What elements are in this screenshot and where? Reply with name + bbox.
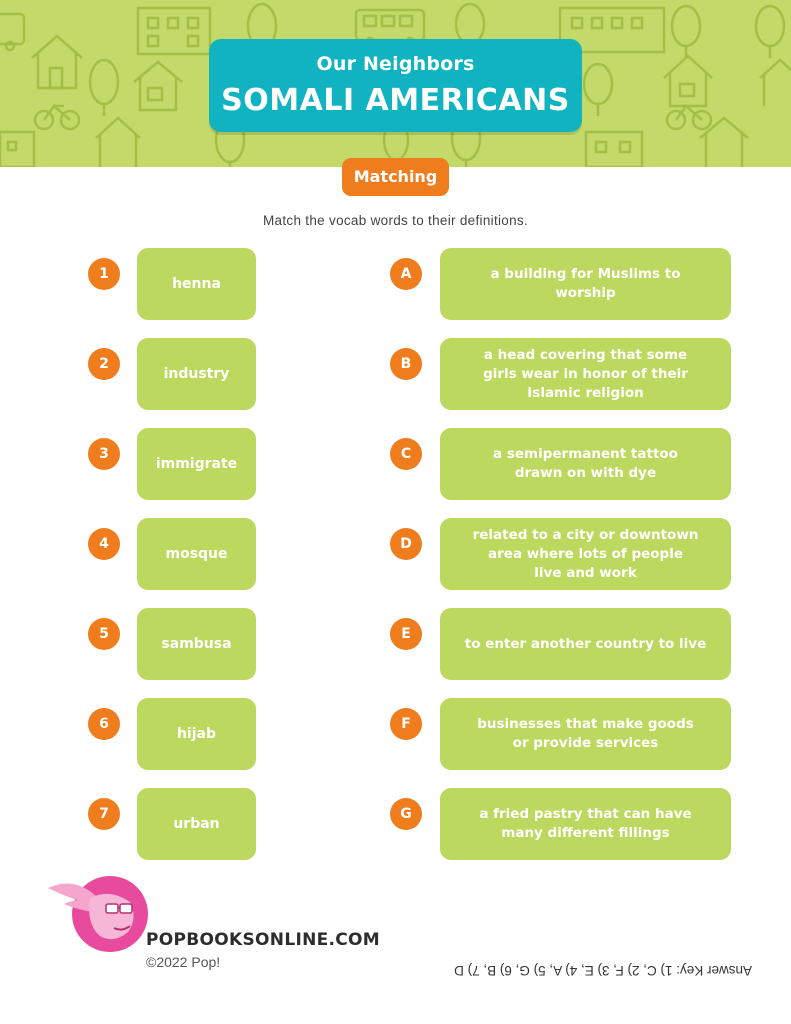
letter-badge: E <box>390 618 422 650</box>
answer-key: Answer Key: 1) C, 2) F, 3) E, 4) A, 5) G, 6) B, 7) D <box>454 963 752 978</box>
tree-icon <box>672 6 700 58</box>
definition-card: a building for Muslims to worship <box>440 248 731 320</box>
bus-icon <box>0 14 24 50</box>
letter-badge: B <box>390 348 422 380</box>
letter-badge: F <box>390 708 422 740</box>
word-card: industry <box>137 338 256 410</box>
bicycle-icon <box>35 106 79 129</box>
tree-icon <box>584 64 612 116</box>
house-icon <box>700 118 748 167</box>
house-icon <box>664 56 712 106</box>
word-card: mosque <box>137 518 256 590</box>
bicycle-icon <box>667 106 711 129</box>
word-card: urban <box>137 788 256 860</box>
word-card: henna <box>137 248 256 320</box>
letter-badge: C <box>390 438 422 470</box>
instructions: Match the vocab words to their definitions. <box>262 213 529 228</box>
page-title: SOMALI AMERICANS <box>221 83 570 118</box>
series-subtitle: Our Neighbors <box>316 53 475 75</box>
definition-card: businesses that make goods or provide services <box>440 698 731 770</box>
kangaroo-logo-icon <box>44 874 148 954</box>
definition-card: a head covering that some girls wear in honor of their Islamic religion <box>440 338 731 410</box>
word-card: hijab <box>137 698 256 770</box>
number-badge: 4 <box>88 528 120 560</box>
number-badge: 1 <box>88 258 120 290</box>
number-badge: 5 <box>88 618 120 650</box>
house-icon <box>134 62 182 110</box>
house-icon <box>96 118 140 167</box>
section-label: Matching <box>342 158 449 196</box>
number-badge: 7 <box>88 798 120 830</box>
letter-badge: D <box>390 528 422 560</box>
definition-card: to enter another country to live <box>440 608 731 680</box>
tree-icon <box>90 60 118 116</box>
building-icon <box>586 132 642 167</box>
definition-card: related to a city or downtown area where lots of people live and work <box>440 518 731 590</box>
word-card: immigrate <box>137 428 256 500</box>
building-icon <box>0 132 34 167</box>
house-icon <box>760 60 791 106</box>
house-icon <box>32 36 82 88</box>
letter-badge: G <box>390 798 422 830</box>
number-badge: 3 <box>88 438 120 470</box>
letter-badge: A <box>390 258 422 290</box>
site-link[interactable]: POPBOOKSONLINE.COM <box>146 930 381 950</box>
title-card <box>209 39 582 132</box>
tree-icon <box>756 6 784 58</box>
number-badge: 2 <box>88 348 120 380</box>
number-badge: 6 <box>88 708 120 740</box>
word-card: sambusa <box>137 608 256 680</box>
copyright: ©2022 Pop! <box>146 954 221 970</box>
definition-card: a semipermanent tattoo drawn on with dye <box>440 428 731 500</box>
building-icon <box>138 8 210 54</box>
definition-card: a fried pastry that can have many different fillings <box>440 788 731 860</box>
